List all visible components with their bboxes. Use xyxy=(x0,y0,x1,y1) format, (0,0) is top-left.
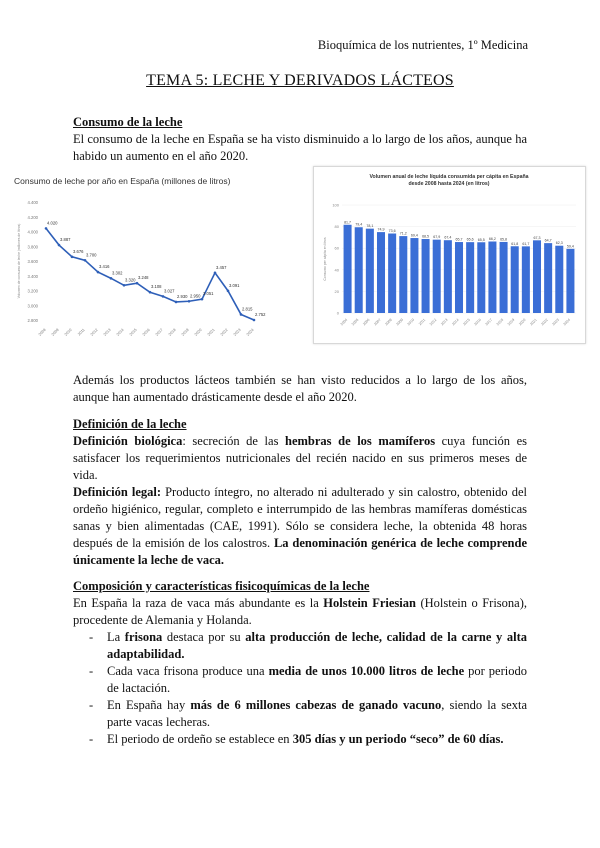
bar xyxy=(399,236,407,313)
bar-value-label: 65,6 xyxy=(466,237,474,242)
y-tick-label: 4.200 xyxy=(27,214,38,220)
x-tick-label: 2012 xyxy=(428,317,438,327)
bar-value-label: 61,7 xyxy=(522,241,530,246)
x-tick-label: 2008 xyxy=(384,317,393,327)
bar-value-label: 64,7 xyxy=(544,238,552,243)
item-text: por periodo de lactación. xyxy=(107,664,527,695)
x-tick-label: 2010 xyxy=(406,317,416,327)
x-tick-label: 2022 xyxy=(219,327,229,337)
bio-text-2: cuya función es satisfacer los requerimientos nutricionales del recién nacido en sus primeros meses de vida. xyxy=(73,434,527,482)
y-tick-label: 40 xyxy=(334,267,339,273)
list-item xyxy=(73,629,527,663)
bar xyxy=(455,242,463,313)
x-tick-label: 2016 xyxy=(473,317,482,327)
y-tick-label: 3.000 xyxy=(27,303,38,309)
title-line: desde 2008 hasta 2024 (en litros) xyxy=(408,181,490,187)
bullet-dash: - xyxy=(89,630,94,644)
data-point xyxy=(162,295,165,298)
item-text: La xyxy=(107,630,125,644)
bar-value-label: 65,7 xyxy=(455,237,463,242)
x-tick-label: 2012 xyxy=(89,327,99,337)
x-tick-label: 2004 xyxy=(339,317,349,327)
bullet-dash: - xyxy=(89,732,94,746)
bar xyxy=(533,240,541,313)
y-tick-label: 0 xyxy=(336,310,339,316)
data-label: 3.091 xyxy=(229,282,240,288)
data-label: 2.950 xyxy=(190,293,201,299)
x-tick-label: 2013 xyxy=(440,317,449,327)
y-tick-label: 3.800 xyxy=(27,244,38,250)
item-bold: frisona xyxy=(124,630,163,644)
x-tick-label: 2009 xyxy=(50,327,60,337)
line-chart-consumo xyxy=(12,172,264,342)
x-tick-label: 2008 xyxy=(37,327,47,337)
y-tick-label: 2.800 xyxy=(27,318,38,323)
bar-value-label: 68,5 xyxy=(422,234,430,239)
legal-bold: La denominación genérica de leche comprende únicamente la leche de vaca. xyxy=(73,536,527,567)
data-point xyxy=(149,291,152,294)
bar xyxy=(422,239,430,313)
bar xyxy=(355,227,363,313)
y-tick-label: 20 xyxy=(334,288,339,294)
bar xyxy=(500,242,508,313)
consumo-heading: Consumo de la leche xyxy=(73,115,183,129)
x-tick-label: 2010 xyxy=(63,327,73,337)
y-axis-label: Consumo per cápita en litros xyxy=(323,237,327,281)
x-tick-label: 2017 xyxy=(484,317,494,327)
x-tick-label: 2020 xyxy=(193,327,203,337)
x-tick-label: 2011 xyxy=(77,327,86,337)
data-point xyxy=(110,277,113,280)
x-tick-label: 2005 xyxy=(350,317,360,327)
x-tick-label: 2021 xyxy=(529,317,538,327)
composicion-heading: Composición y características fisicoquímicas de la leche xyxy=(73,579,370,593)
x-tick-label: 2011 xyxy=(417,317,427,327)
definicion-heading: Definición de la leche xyxy=(73,417,187,431)
intro-text-2: (Holstein o Frisona), procedente de Alemania y Holanda. xyxy=(73,596,527,627)
bar-value-label: 62,3 xyxy=(555,241,563,246)
line-chart-svg xyxy=(12,172,264,342)
x-tick-label: 2024 xyxy=(245,327,255,337)
x-tick-label: 2006 xyxy=(362,317,371,327)
course-header: Bioquímica de los nutrientes, 1º Medicina xyxy=(317,38,528,52)
consumo-paragraph-2: Además los productos lácteos también se han visto reducidos a lo largo de los años, aunque han aumentado drásticamente desde el año 2020. xyxy=(73,373,527,404)
bar-value-label: 81,7 xyxy=(344,220,352,225)
item-bold: alta producción de leche, calidad de la carne y alta adaptabilidad. xyxy=(107,630,527,661)
item-bold: más de 6 millones cabezas de ganado vacuno xyxy=(190,698,442,712)
data-point xyxy=(240,313,243,316)
composicion-intro xyxy=(73,595,527,629)
x-tick-label: 2015 xyxy=(128,327,138,337)
item-text: , siendo la sexta parte vacas lecheras. xyxy=(107,698,527,729)
bar-chart-title xyxy=(369,174,528,187)
bio-label: Definición biológica xyxy=(73,434,183,448)
bar xyxy=(555,246,563,313)
bar xyxy=(566,249,574,313)
y-tick-label: 60 xyxy=(334,245,339,251)
consumo-paragraph: El consumo de la leche en España se ha visto disminuido a lo largo de los años, aunque ha habido un aumento en el año 2020. xyxy=(73,132,527,163)
bar-value-label: 67,4 xyxy=(444,235,452,240)
bar xyxy=(444,240,452,313)
data-label: 3.302 xyxy=(112,270,123,276)
bar-chart-svg xyxy=(314,167,585,343)
bar xyxy=(522,246,530,313)
bar-value-label: 71,2 xyxy=(399,231,407,236)
legal-text: Producto íntegro, no alterado ni adulterado y sin calostro, obtenido del ordeño higiénico, regular, completo e interrumpido de las hembras mamíferas domésticas sanas y bien alimentadas (CAE, 1991). Sólo se considera leche, la obtenida 48 horas después de la emisión de los calostros. xyxy=(73,485,527,550)
data-label: 3.887 xyxy=(60,237,71,243)
bar xyxy=(488,242,496,313)
list-item xyxy=(73,697,527,731)
x-tick-label: 2021 xyxy=(206,327,216,337)
bar-value-label: 78,1 xyxy=(366,224,374,229)
list-item xyxy=(73,731,527,748)
item-text: En España hay xyxy=(107,698,191,712)
data-point xyxy=(188,300,191,303)
data-label: 3.051 xyxy=(203,291,214,297)
bullet-dash: - xyxy=(89,698,94,712)
title-line: Volumen anual de leche líquida consumida per cápita en España xyxy=(369,174,529,180)
data-label: 3.676 xyxy=(73,248,84,254)
data-label: 3.457 xyxy=(216,264,227,270)
bar-value-label: 65,5 xyxy=(477,237,485,242)
bar xyxy=(377,232,385,313)
data-label: 3.248 xyxy=(138,275,149,281)
consumo-section xyxy=(73,114,527,165)
item-text: Cada vaca frisona produce una xyxy=(107,664,269,678)
x-tick-label: 2009 xyxy=(395,317,404,327)
definicion-biologica xyxy=(73,433,527,484)
data-label: 4.020 xyxy=(47,220,58,226)
x-tick-label: 2024 xyxy=(562,317,572,327)
item-text: El periodo de ordeño se establece en xyxy=(107,732,293,746)
data-point xyxy=(58,244,61,247)
x-tick-label: 2016 xyxy=(141,327,151,337)
list-item xyxy=(73,663,527,697)
bar-value-label: 66,2 xyxy=(488,237,496,242)
y-tick-label: 3.400 xyxy=(27,273,38,279)
y-tick-label: 3.200 xyxy=(27,288,38,294)
data-point xyxy=(253,319,256,322)
bar-value-label: 59,4 xyxy=(566,244,574,249)
data-label: 3.108 xyxy=(151,284,162,290)
x-tick-label: 2007 xyxy=(373,317,382,327)
data-point xyxy=(175,301,178,304)
data-label: 3.320 xyxy=(125,277,136,283)
data-label: 3.416 xyxy=(99,264,110,270)
data-point xyxy=(97,271,100,274)
intro-text-1: En España la raza de vaca más abundante es la xyxy=(73,596,324,610)
bar xyxy=(511,246,519,313)
y-tick-label: 4.400 xyxy=(27,200,38,205)
y-tick-label: 100 xyxy=(332,202,339,208)
y-tick-label: 80 xyxy=(334,224,339,230)
x-tick-label: 2020 xyxy=(518,317,527,327)
bar-chart-per-capita xyxy=(313,166,586,344)
bar xyxy=(388,234,396,313)
bar-value-label: 67,3 xyxy=(533,235,541,240)
bar-value-label: 69,4 xyxy=(410,233,418,238)
x-tick-label: 2019 xyxy=(180,327,190,337)
data-label: 2.815 xyxy=(242,306,253,312)
line-series xyxy=(46,228,254,320)
data-label: 3.700 xyxy=(86,252,97,258)
bar xyxy=(466,242,474,313)
bar-value-label: 61,8 xyxy=(511,241,519,246)
legal-label: Definición legal: xyxy=(73,485,162,499)
intro-bold: Holstein Friesian xyxy=(323,596,416,610)
item-text: destaca por su xyxy=(162,630,246,644)
data-label: 2.930 xyxy=(177,293,188,299)
x-tick-label: 2014 xyxy=(115,327,125,337)
data-point xyxy=(84,259,87,262)
page-title: TEMA 5: LECHE Y DERIVADOS LÁCTEOS xyxy=(146,72,454,89)
definicion-section xyxy=(73,416,527,484)
bio-bold: hembras de los mamíferos xyxy=(285,434,436,448)
data-point xyxy=(45,227,48,230)
x-tick-label: 2015 xyxy=(462,317,471,327)
bar xyxy=(410,238,418,313)
x-tick-label: 2017 xyxy=(154,327,164,337)
bullet-dash: - xyxy=(89,664,94,678)
data-point xyxy=(201,298,204,301)
x-tick-label: 2018 xyxy=(495,317,505,327)
data-point xyxy=(123,284,126,287)
composicion-section xyxy=(73,578,527,748)
definicion-legal xyxy=(73,484,527,569)
bar xyxy=(477,242,485,313)
bar xyxy=(433,240,441,313)
x-tick-label: 2013 xyxy=(102,327,112,337)
bar xyxy=(344,225,352,313)
y-axis-label: Volumen de consumo de leche (millones de litros) xyxy=(17,223,21,299)
x-tick-label: 2023 xyxy=(551,317,560,327)
bar xyxy=(544,243,552,313)
bar xyxy=(366,229,374,313)
x-tick-label: 2023 xyxy=(232,327,242,337)
bar-value-label: 79,4 xyxy=(355,222,363,227)
data-point xyxy=(136,282,139,285)
bar-value-label: 73,6 xyxy=(388,229,396,234)
data-point xyxy=(214,272,217,275)
item-bold: 305 días y un periodo “seco” de 60 días. xyxy=(292,732,504,746)
bio-text-1: : secreción de las xyxy=(182,434,286,448)
item-bold: media de unos 10.000 litros de leche xyxy=(268,664,465,678)
x-tick-label: 2022 xyxy=(540,317,549,327)
y-tick-label: 4.000 xyxy=(27,229,38,235)
data-point xyxy=(227,290,230,293)
x-tick-label: 2019 xyxy=(506,317,516,327)
data-label: 2.752 xyxy=(255,312,266,317)
data-point xyxy=(71,256,74,259)
bar-value-label: 67,9 xyxy=(433,235,441,240)
x-tick-label: 2014 xyxy=(451,317,460,327)
y-tick-label: 3.600 xyxy=(27,259,38,264)
composicion-list xyxy=(73,629,527,748)
x-tick-label: 2018 xyxy=(167,327,177,337)
bar-value-label: 65,8 xyxy=(500,237,508,242)
bar-value-label: 74,9 xyxy=(377,227,385,232)
data-label: 3.027 xyxy=(164,288,175,294)
line-chart-title: Consumo de leche por año en España (millones de litros) xyxy=(14,176,231,186)
